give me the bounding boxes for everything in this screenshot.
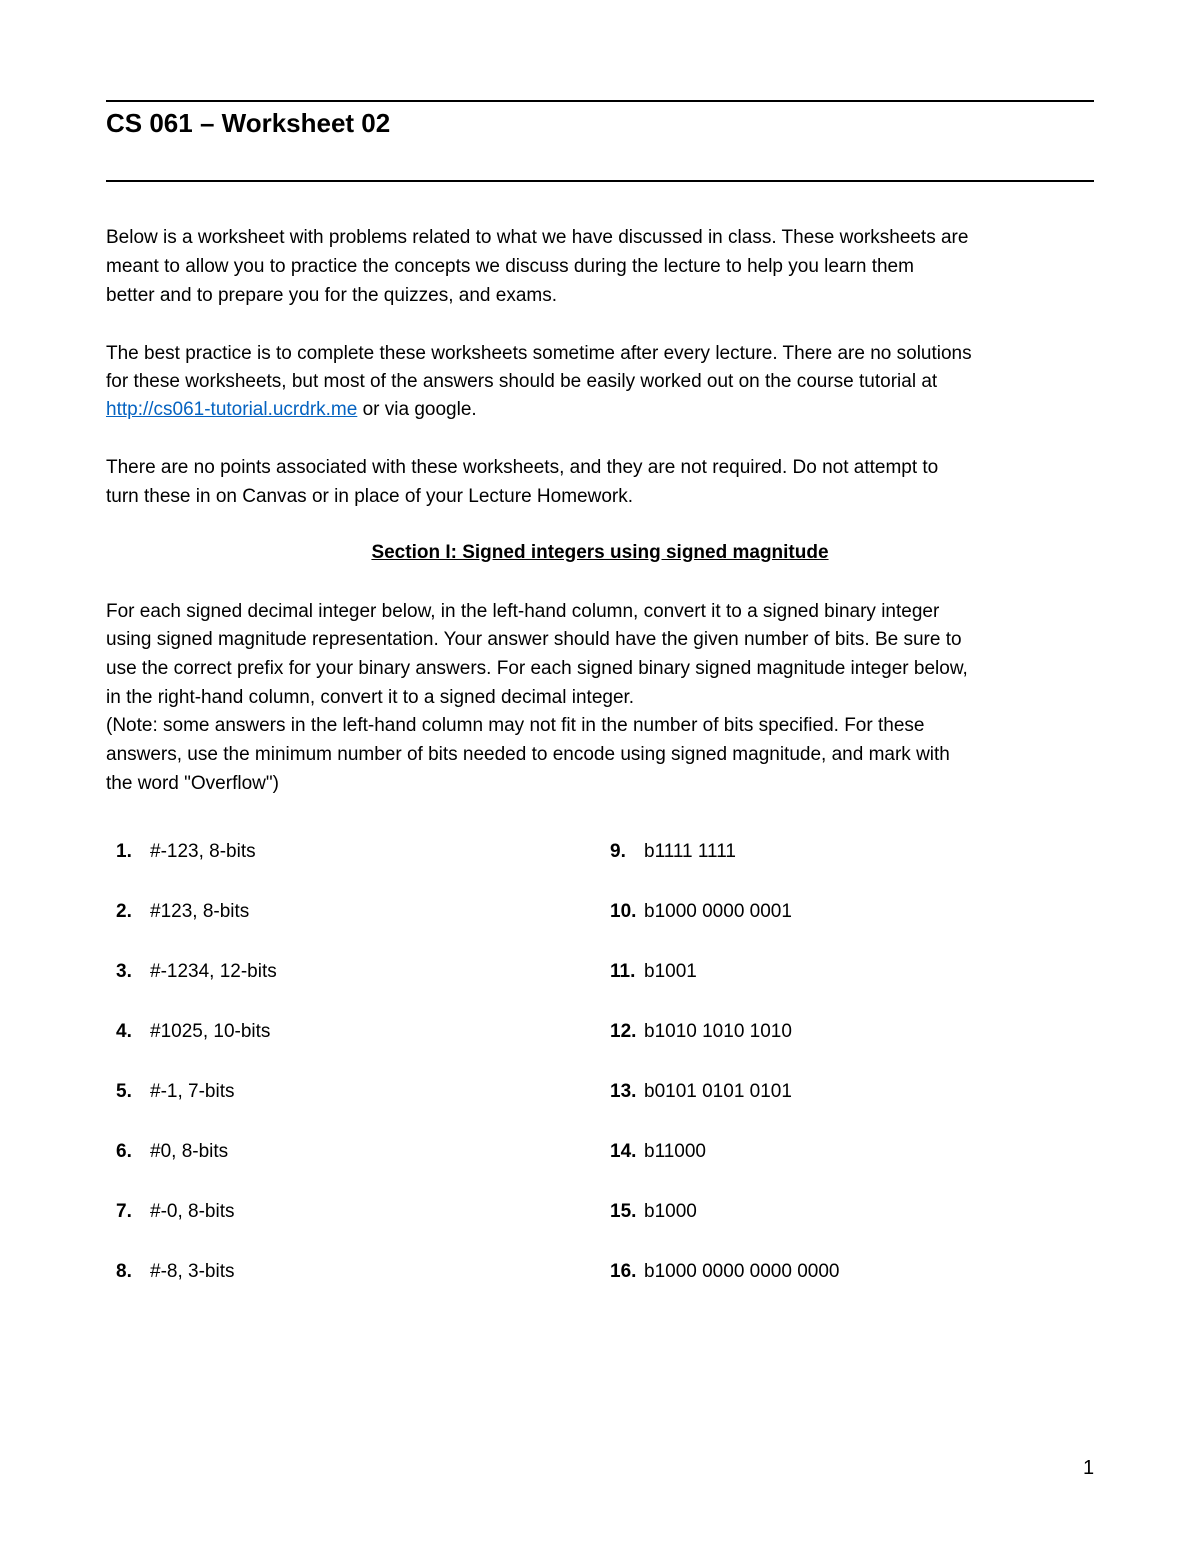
problem-item [116,1201,234,1223]
problem-number: 15. [610,1201,637,1222]
tutorial-link[interactable]: http://cs061-tutorial.ucrdrk.me [106,399,358,420]
instruction-line: use the correct prefix for your binary answers. For each signed binary signed magnitude integer below, [106,658,968,679]
problem-item [610,1081,792,1103]
problem-number: 16. [610,1261,637,1282]
problem-item [610,961,697,983]
instruction-line: using signed magnitude representation. Your answer should have the given number of bits. Be sure to [106,629,962,650]
problem-number: 13. [610,1081,637,1102]
problem-text: #0, 8-bits [150,1141,229,1162]
problem-number: 10. [610,901,637,922]
problem-item [116,841,256,863]
problem-text: b1010 1010 1010 [644,1021,792,1042]
page-number: 1 [1083,1457,1095,1479]
problem-item [116,1021,270,1043]
problem-number: 6. [116,1141,132,1162]
section-title: Section I: Signed integers using signed magnitude [371,542,829,563]
instruction-line: For each signed decimal integer below, in the left-hand column, convert it to a signed binary integer [106,601,940,622]
problem-number: 4. [116,1021,132,1042]
problem-text: #1025, 10-bits [150,1021,271,1042]
intro-line: better and to prepare you for the quizzes, and exams. [106,285,557,306]
top-rule [106,100,1094,102]
problem-item [610,1261,839,1283]
problem-text: #123, 8-bits [150,901,250,922]
problem-item [610,1141,706,1163]
problem-text: b11000 [644,1141,706,1162]
problem-item [116,901,249,923]
problem-text: #-123, 8-bits [150,841,256,862]
instruction-line: (Note: some answers in the left-hand column may not fit in the number of bits specified. For these [106,715,925,736]
problem-item [610,1021,792,1043]
problem-number: 3. [116,961,132,982]
problem-number: 5. [116,1081,132,1102]
problem-number: 12. [610,1021,637,1042]
instruction-line: the word "Overflow") [106,773,279,794]
problem-text: b1111 1111 [644,841,736,862]
problem-item [116,1261,234,1283]
problem-text: #-1234, 12-bits [150,961,277,982]
problem-number: 2. [116,901,132,922]
problem-number: 8. [116,1261,132,1282]
intro-line: meant to allow you to practice the concepts we discuss during the lecture to help you learn them [106,256,914,277]
instruction-line: answers, use the minimum number of bits needed to encode using signed magnitude, and mark with [106,744,950,765]
problem-number: 7. [116,1201,132,1222]
page-title: CS 061 – Worksheet 02 [106,108,391,138]
practice-line: The best practice is to complete these worksheets sometime after every lecture. There are no solutions [106,343,972,364]
practice-line: for these worksheets, but most of the answers should be easily worked out on the course tutorial at [106,371,938,392]
title-bottom-rule [106,180,1094,182]
problem-item [610,901,792,923]
problem-text: b0101 0101 0101 [644,1081,792,1102]
problem-text: #-0, 8-bits [150,1201,235,1222]
problem-number: 14. [610,1141,637,1162]
problem-text: b1000 [644,1201,697,1222]
instruction-line: in the right-hand column, convert it to a signed decimal integer. [106,687,635,708]
link-suffix: or via google. [357,399,477,420]
problem-number: 1. [116,841,132,862]
problem-text: b1000 0000 0000 0000 [644,1261,840,1282]
problem-number: 9. [610,841,626,862]
problem-item [116,1141,228,1163]
problem-item [116,1081,234,1103]
problem-text: b1001 [644,961,697,982]
problem-text: b1000 0000 0001 [644,901,792,922]
problem-item [610,841,736,863]
problem-number: 11. [610,961,636,982]
points-line: turn these in on Canvas or in place of your Lecture Homework. [106,486,633,507]
intro-line: Below is a worksheet with problems related to what we have discussed in class. These worksheets are [106,227,969,248]
problem-item [116,961,277,983]
problem-item [610,1201,697,1223]
points-line: There are no points associated with these worksheets, and they are not required. Do not attempt to [106,457,939,478]
problem-text: #-1, 7-bits [150,1081,235,1102]
problem-text: #-8, 3-bits [150,1261,235,1282]
practice-line-link [106,398,477,422]
